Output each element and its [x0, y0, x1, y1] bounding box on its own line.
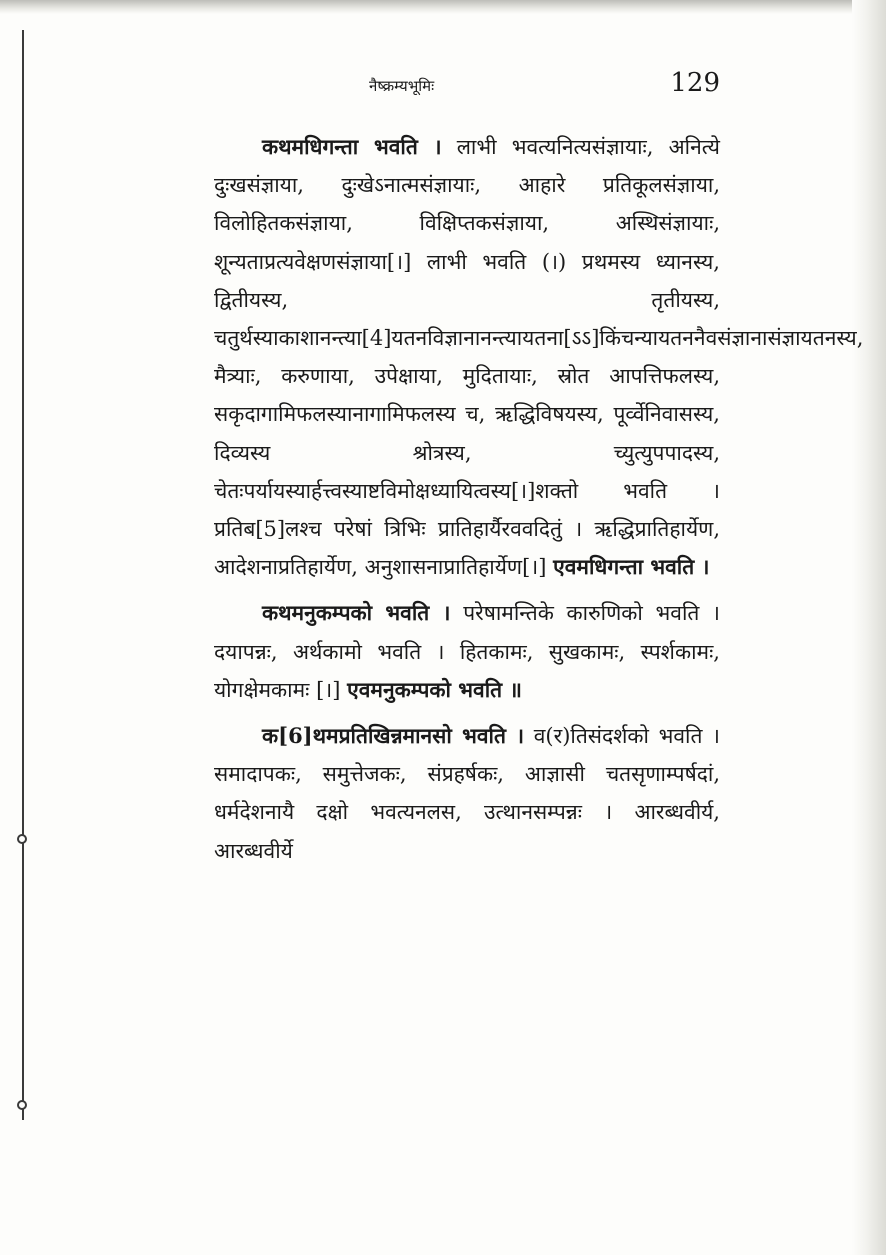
paragraph-closing: एवमनुकम्पको भवति ॥ — [347, 676, 522, 702]
paragraph-heading: क[6]थमप्रतिखिन्नमानसो भवति । — [262, 723, 525, 749]
paragraph-closing: एवमधिगन्ता भवति । — [553, 554, 710, 580]
paragraph-heading: कथमधिगन्ता भवति । — [262, 134, 442, 159]
page-top-edge-shadow — [0, 0, 886, 14]
binding-line — [22, 30, 24, 1120]
paragraph-text: परेषामन्तिके कारुणिको भवति । दयापन्नः, अर्थकामो भवति । हितकामः, सुखकामः, स्पर्शकामः, योगक्षेमकामः [।] — [214, 601, 720, 702]
binding-hole-mark — [17, 834, 27, 844]
body-text — [214, 128, 864, 878]
paragraph-text: व(र)तिसंदर्शको भवति । समादापकः, समुत्तेजकः, संप्रहर्षकः, आज्ञासी चतसृणाम्पर्षदां, धर्मदेशनायै दक्षो भवत्यनलस, उत्थानसम्पन्नः । आरब्धवीर्य, आरब्धवीर्ये — [214, 724, 721, 863]
running-title: नैष्क्रम्यभूमिः — [369, 77, 435, 95]
paragraph — [214, 717, 720, 870]
paragraph-heading: कथमनुकम्पको भवति । — [262, 600, 451, 626]
paragraph-text: लाभी भवत्यनित्यसंज्ञायाः, अनित्ये दुःखसंज्ञाया, दुःखेऽनात्मसंज्ञायाः, आहारे प्रतिकूलसंज्ञाया, विलोहितकसंज्ञाया, विक्षिप्तकसंज्ञाया, अस्थिसंज्ञायाः, शून्यताप्रत्यवेक्षणसंज्ञाया[।] लाभी भवति (।) प्रथमस्य ध्यानस्य, द्वितीयस्य, तृतीयस्य, चतुर्थस्याकाशानन्त्या[4]यतनविज्ञानानन्त्यायतना[ऽऽ]किंचन्यायतननैवसंज्ञानासंज्ञायतनस्य, मैत्र्याः, करुणाया, उपेक्षाया, मुदितायाः, स्रोत आपत्तिफलस्य, सकृदागामिफलस्यानागामिफलस्य च, ऋद्धिविषयस्य, पूर्व्वेनिवासस्य, दिव्यस्य श्रोत्रस्य, च्युत्युपपादस्य, चेतःपर्यायस्यार्हत्त्वस्याष्टविमोक्षध्यायित्वस्य[।]शक्तो भवति । प्रतिब[5]लश्च परेषां त्रिभिः प्रातिहार्यैरववदितुं । ऋद्धिप्रातिहार्येण, आदेशनाप्रतिहार्येण, अनुशासनाप्रातिहार्येण[।] — [214, 135, 864, 580]
paragraph — [214, 128, 864, 586]
page-header — [214, 68, 720, 104]
paragraph — [214, 594, 720, 709]
page-number: 129 — [670, 68, 720, 98]
page-right-edge-shadow — [852, 0, 886, 1255]
binding-hole-mark — [17, 1100, 27, 1110]
